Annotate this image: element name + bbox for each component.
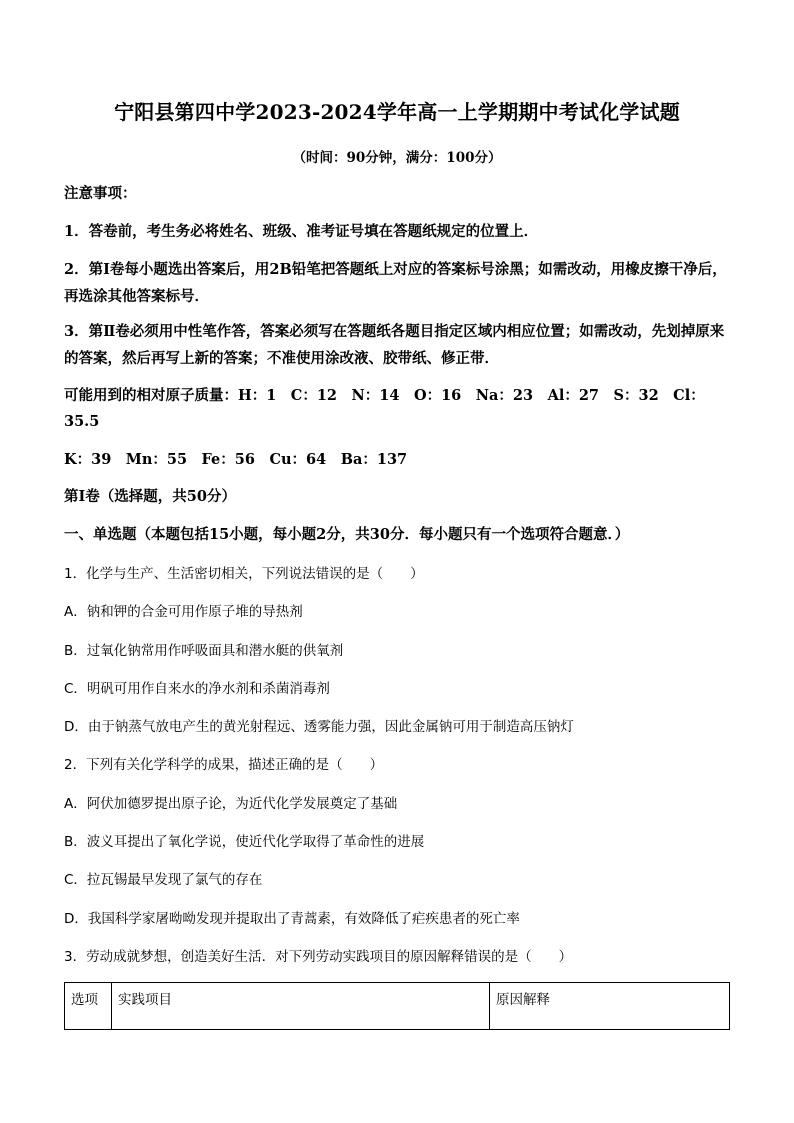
- section-heading: 一、单选题（本题包括15小题，每小题2分，共30分．每小题只有一个选项符合题意．）: [64, 526, 630, 543]
- table-header-reason: 原因解释: [490, 983, 730, 1030]
- question-2-option-b: B．波义耳提出了氧化学说，使近代化学取得了革命性的进展: [64, 834, 425, 850]
- exam-time-score: （时间：90分钟，满分：100分）: [292, 150, 502, 166]
- question-1-option-b: B．过氧化钠常用作呼吸面具和潜水艇的供氧剂: [64, 643, 344, 659]
- table-header-row: [65, 983, 730, 1030]
- question-1-option-d: D．由于钠蒸气放电产生的黄光射程远、透雾能力强，因此金属钠可用于制造高压钠灯: [64, 719, 574, 735]
- page-title: 宁阳县第四中学2023-2024学年高一上学期期中考试化学试题: [114, 100, 680, 124]
- atomic-masses-line-1: 可能用到的相对原子质量：H：1 C：12 N：14 O：16 Na：23 Al：27 S：32 Cl：: [64, 387, 705, 404]
- note-item-3: 3．第Ⅱ卷必须用中性笔作答，答案必须写在答题纸各题目指定区域内相应位置；如需改动，先划掉原来的答案，然后再写上新的答案；不准使用涂改液、胶带纸、修正带．: [64, 323, 725, 367]
- question-3-stem: 3．劳动成就梦想，创造美好生活．对下列劳动实践项目的原因解释错误的是（ ）: [64, 949, 573, 965]
- notes-heading: 注意事项：: [64, 185, 137, 202]
- atomic-masses-line-2: K：39 Mn：55 Fe：56 Cu：64 Ba：137: [64, 451, 408, 468]
- question-1-stem: 1．化学与生产、生活密切相关，下列说法错误的是（ ）: [64, 566, 424, 582]
- question-2-option-c: C．拉瓦锡最早发现了氯气的存在: [64, 872, 263, 888]
- question-1-option-a: A．钠和钾的合金可用作原子堆的导热剂: [64, 604, 303, 620]
- table-header-practice: 实践项目: [112, 983, 490, 1030]
- table-header-option: 选项: [65, 983, 112, 1030]
- part-1-heading: 第Ⅰ卷（选择题，共50分）: [64, 488, 236, 505]
- question-2-option-a: A．阿伏加德罗提出原子论，为近代化学发展奠定了基础: [64, 796, 398, 812]
- question-2-stem: 2．下列有关化学科学的成果，描述正确的是（ ）: [64, 757, 384, 773]
- atomic-masses-line-1-cont: 35.5: [64, 413, 100, 430]
- note-item-2: 2．第Ⅰ卷每小题选出答案后，用2B铅笔把答题纸上对应的答案标号涂黑；如需改动，用橡皮擦干净后，再选涂其他答案标号．: [64, 261, 727, 305]
- question-1-option-c: C．明矾可用作自来水的净水剂和杀菌消毒剂: [64, 681, 330, 697]
- question-2-option-d: D．我国科学家屠呦呦发现并提取出了青蒿素，有效降低了疟疾患者的死亡率: [64, 911, 520, 927]
- note-item-1: 1．答卷前，考生务必将姓名、班级、准考证号填在答题纸规定的位置上．: [64, 223, 539, 240]
- question-3-table: [64, 982, 730, 1030]
